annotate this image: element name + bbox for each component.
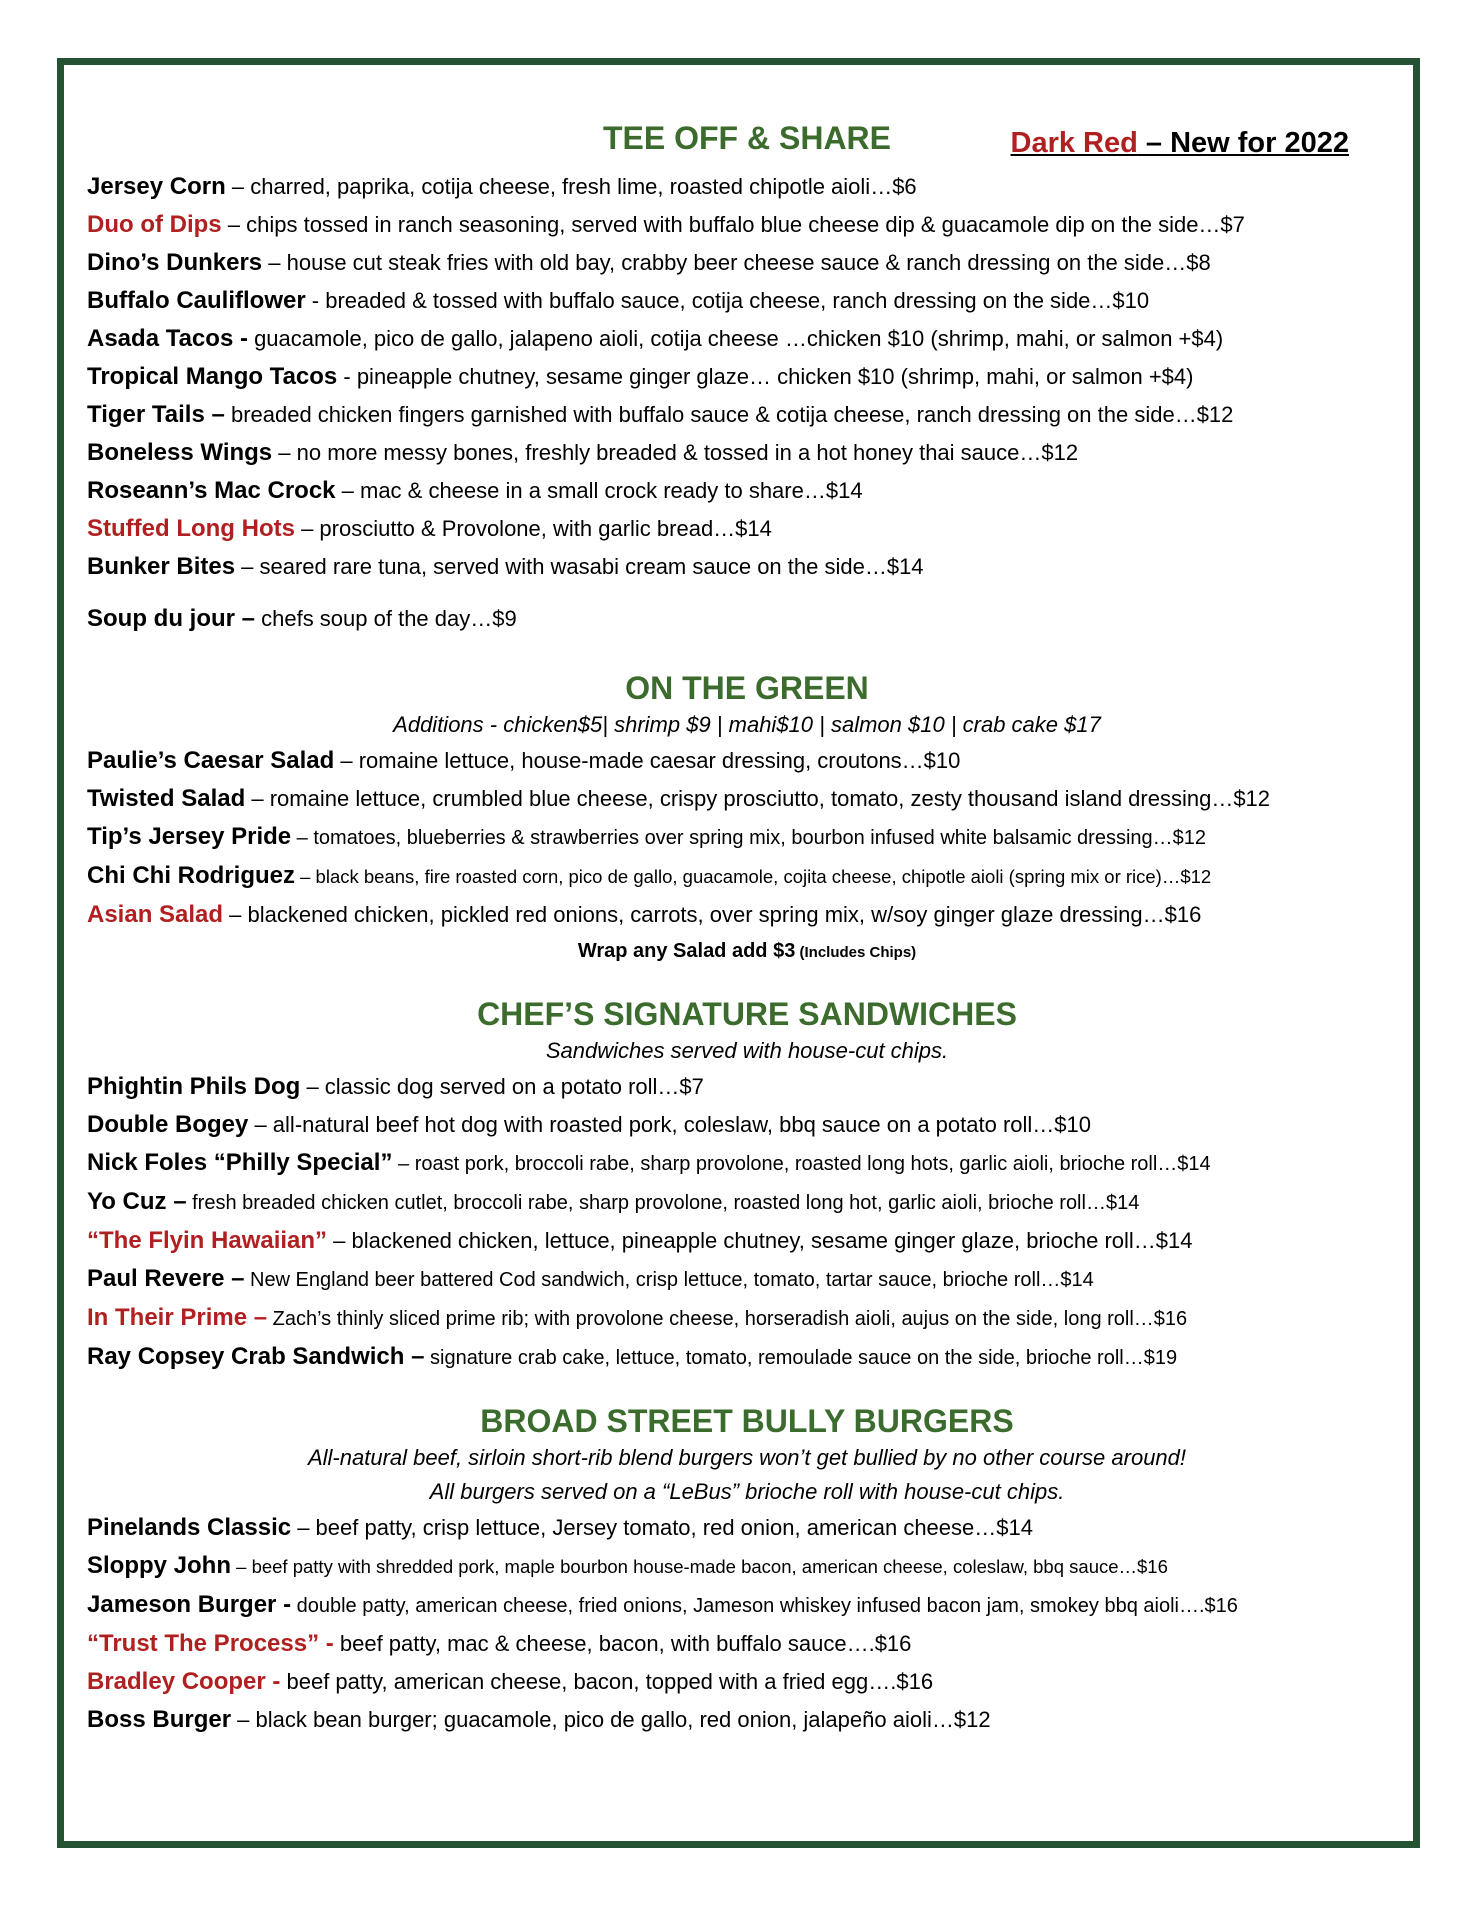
wrap-note: Wrap any Salad add $3 (Includes Chips) [577, 940, 917, 962]
sandwich-subtitle: Sandwiches served with house-cut chips. [545, 1038, 949, 1063]
menu-item: “The Flyin Hawaiian” – blackened chicken, lettuce, pineapple chutney, sesame ginger glaze, brioche roll…$14 [87, 1227, 1193, 1254]
menu-item: Dino’s Dunkers – house cut steak fries with old bay, crabby beer cheese sauce & ranch dressing on the side…$8 [87, 249, 1211, 276]
section-title-tee-off: TEE OFF & SHARE [602, 120, 891, 156]
menu-item: Bradley Cooper - beef patty, american cheese, bacon, topped with a fried egg….$16 [87, 1668, 934, 1695]
tee-off-header [87, 118, 1407, 168]
menu-item: Chi Chi Rodriguez – black beans, fire roasted corn, pico de gallo, guacamole, cojita cheese, chipotle aioli (spring mix or rice)…$12 [87, 862, 1212, 889]
burger-subtitle-1: All-natural beef, sirloin short-rib blend burgers won’t get bullied by no other course around! [307, 1445, 1187, 1470]
menu-item: Soup du jour – chefs soup of the day…$9 [87, 605, 517, 632]
menu-item: “Trust The Process” - beef patty, mac & cheese, bacon, with buffalo sauce….$16 [87, 1630, 912, 1657]
menu-item: Pinelands Classic – beef patty, crisp lettuce, Jersey tomato, red onion, american cheese…$14 [87, 1514, 1033, 1541]
menu-item: Jersey Corn – charred, paprika, cotija cheese, fresh lime, roasted chipotle aioli…$6 [87, 173, 917, 200]
menu-item: Tropical Mango Tacos - pineapple chutney, sesame ginger glaze… chicken $10 (shrimp, mahi, or salmon +$4) [87, 363, 1194, 390]
menu-item: Yo Cuz – fresh breaded chicken cutlet, broccoli rabe, sharp provolone, roasted long hot, garlic aioli, brioche roll…$14 [87, 1188, 1140, 1215]
menu-item: Phightin Phils Dog – classic dog served on a potato roll…$7 [87, 1073, 704, 1100]
tee-off-list [87, 168, 1407, 638]
menu-item: Asada Tacos - guacamole, pico de gallo, jalapeno aioli, cotija cheese …chicken $10 (shrimp, mahi, or salmon +$4) [87, 325, 1224, 352]
menu-item: Twisted Salad – romaine lettuce, crumbled blue cheese, crispy prosciutto, tomato, zesty thousand island dressing…$12 [87, 785, 1271, 812]
sandwich-list [87, 1068, 1407, 1377]
menu-item: Paulie’s Caesar Salad – romaine lettuce, house-made caesar dressing, croutons…$10 [87, 747, 961, 774]
menu-item: Paul Revere – New England beer battered Cod sandwich, crisp lettuce, tomato, tartar sauce, brioche roll…$14 [87, 1265, 1094, 1292]
menu-item: Tiger Tails – breaded chicken fingers garnished with buffalo sauce & cotija cheese, ranch dressing on the side…$12 [87, 401, 1234, 428]
new-for-2022-legend: Dark Red – New for 2022 [1010, 127, 1349, 159]
menu-item: Bunker Bites – seared rare tuna, served with wasabi cream sauce on the side…$14 [87, 553, 924, 580]
menu-item: Nick Foles “Philly Special” – roast pork, broccoli rabe, sharp provolone, roasted long hots, garlic aioli, brioche roll…$14 [87, 1149, 1211, 1176]
menu-item: Tip’s Jersey Pride – tomatoes, blueberries & strawberries over spring mix, bourbon infused white balsamic dressing…$12 [87, 823, 1207, 850]
menu-item: Double Bogey – all-natural beef hot dog with roasted pork, coleslaw, bbq sauce on a potato roll…$10 [87, 1111, 1091, 1138]
menu-item: Duo of Dips – chips tossed in ranch seasoning, served with buffalo blue cheese dip & guacamole dip on the side…$7 [87, 211, 1245, 238]
salad-additions: Additions - chicken$5| shrimp $9 | mahi$10 | salmon $10 | crab cake $17 [393, 712, 1101, 737]
menu-item: Boss Burger – black bean burger; guacamole, pico de gallo, red onion, jalapeño aioli…$12 [87, 1706, 991, 1733]
section-title-on-the-green: ON THE GREEN [625, 670, 869, 706]
menu-item: Buffalo Cauliflower - breaded & tossed with buffalo sauce, cotija cheese, ranch dressing on the side…$10 [87, 287, 1150, 314]
menu-item: Roseann’s Mac Crock – mac & cheese in a small crock ready to share…$14 [87, 477, 863, 504]
menu-item: Ray Copsey Crab Sandwich – signature crab cake, lettuce, tomato, remoulade sauce on the side, brioche roll…$19 [87, 1343, 1178, 1370]
menu-item: Jameson Burger - double patty, american cheese, fried onions, Jameson whiskey infused bacon jam, smokey bbq aioli….$16 [87, 1591, 1238, 1618]
menu-item: Stuffed Long Hots – prosciutto & Provolone, with garlic bread…$14 [87, 515, 772, 542]
section-title-burgers: BROAD STREET BULLY BURGERS [480, 1403, 1014, 1439]
green-list [87, 742, 1407, 934]
menu-item: Boneless Wings – no more messy bones, freshly breaded & tossed in a hot honey thai sauce…$12 [87, 439, 1079, 466]
menu-item: In Their Prime – Zach’s thinly sliced prime rib; with provolone cheese, horseradish aioli, aujus on the side, long roll…$16 [87, 1304, 1188, 1331]
menu-item: Sloppy John – beef patty with shredded pork, maple bourbon house-made bacon, american cheese, coleslaw, bbq sauce…$16 [87, 1552, 1168, 1579]
burger-subtitle-2: All burgers served on a “LeBus” brioche roll with house-cut chips. [429, 1479, 1065, 1504]
menu-content [87, 118, 1407, 1739]
burger-list [87, 1509, 1407, 1739]
menu-item: Asian Salad – blackened chicken, pickled red onions, carrots, over spring mix, w/soy ginger glaze dressing…$16 [87, 901, 1202, 928]
section-title-sandwiches: CHEF’S SIGNATURE SANDWICHES [477, 996, 1017, 1032]
